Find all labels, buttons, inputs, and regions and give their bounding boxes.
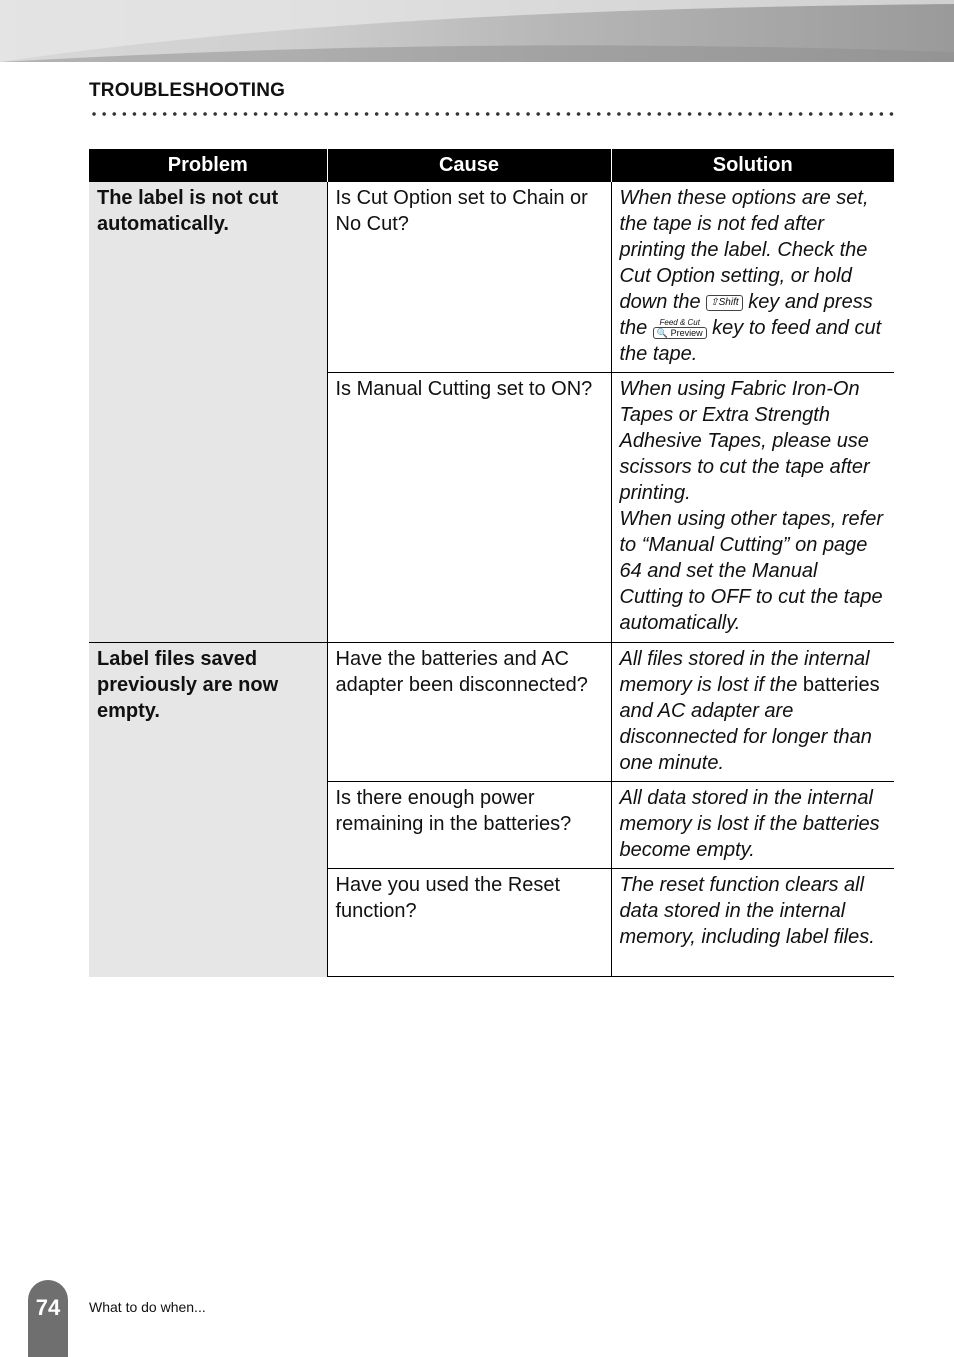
cause-cell: Have you used the Reset function?: [327, 869, 611, 977]
problem-cell: The label is not cut automatically.: [89, 182, 327, 643]
solution-text: key to feed and cut the tape.: [619, 317, 882, 365]
cause-cell: Is Manual Cutting set to ON?: [327, 373, 611, 643]
shift-key-icon: ⇧Shift: [706, 295, 742, 311]
footer-text: What to do when...: [89, 1299, 206, 1315]
solution-cell: [611, 182, 894, 373]
solution-cell: [611, 643, 894, 782]
feed-cut-key-label: Feed & Cut: [659, 318, 700, 328]
cause-cell: Have the batteries and AC adapter been disconnected?: [327, 643, 611, 782]
table-header-row: [89, 149, 894, 182]
column-header-solution: Solution: [611, 149, 894, 182]
solution-text: When these options are set, the tape is not fed after printing the label. Check the Cut Option setting, or hold down the: [619, 187, 869, 313]
header-swoosh: [0, 0, 954, 62]
solution-text: When using other tapes, refer to “Manual Cutting” on page 64 and set the Manual Cutting to OFF to cut the tape automatically.: [619, 508, 883, 634]
solution-text: batteries: [802, 674, 880, 696]
header-band: [0, 0, 954, 62]
section-title: TROUBLESHOOTING: [89, 80, 286, 101]
column-header-cause: Cause: [327, 149, 611, 182]
table-row: [89, 182, 894, 373]
troubleshooting-table: [89, 149, 894, 977]
solution-text: and AC adapter are disconnected for longer than one minute.: [619, 700, 872, 774]
page-number-badge: 74: [28, 1280, 68, 1357]
solution-cell: All data stored in the internal memory is lost if the batteries become empty.: [611, 782, 894, 869]
feed-cut-key-icon: [653, 318, 707, 339]
column-header-problem: Problem: [89, 149, 327, 182]
preview-key-label: 🔍 Preview: [653, 327, 707, 339]
dotted-divider: [89, 110, 895, 118]
cause-cell: Is there enough power remaining in the batteries?: [327, 782, 611, 869]
solution-text: All files stored in the internal memory is lost if the: [619, 648, 870, 696]
table-row: [89, 643, 894, 782]
solution-cell: [611, 373, 894, 643]
solution-cell: The reset function clears all data stored in the internal memory, including label files.: [611, 869, 894, 977]
solution-text: key and press the: [619, 291, 873, 339]
problem-cell: Label files saved previously are now empty.: [89, 643, 327, 977]
cause-cell: Is Cut Option set to Chain or No Cut?: [327, 182, 611, 373]
solution-text: When using Fabric Iron-On Tapes or Extra Strength Adhesive Tapes, please use scissors to cut the tape after printing.: [619, 378, 870, 504]
